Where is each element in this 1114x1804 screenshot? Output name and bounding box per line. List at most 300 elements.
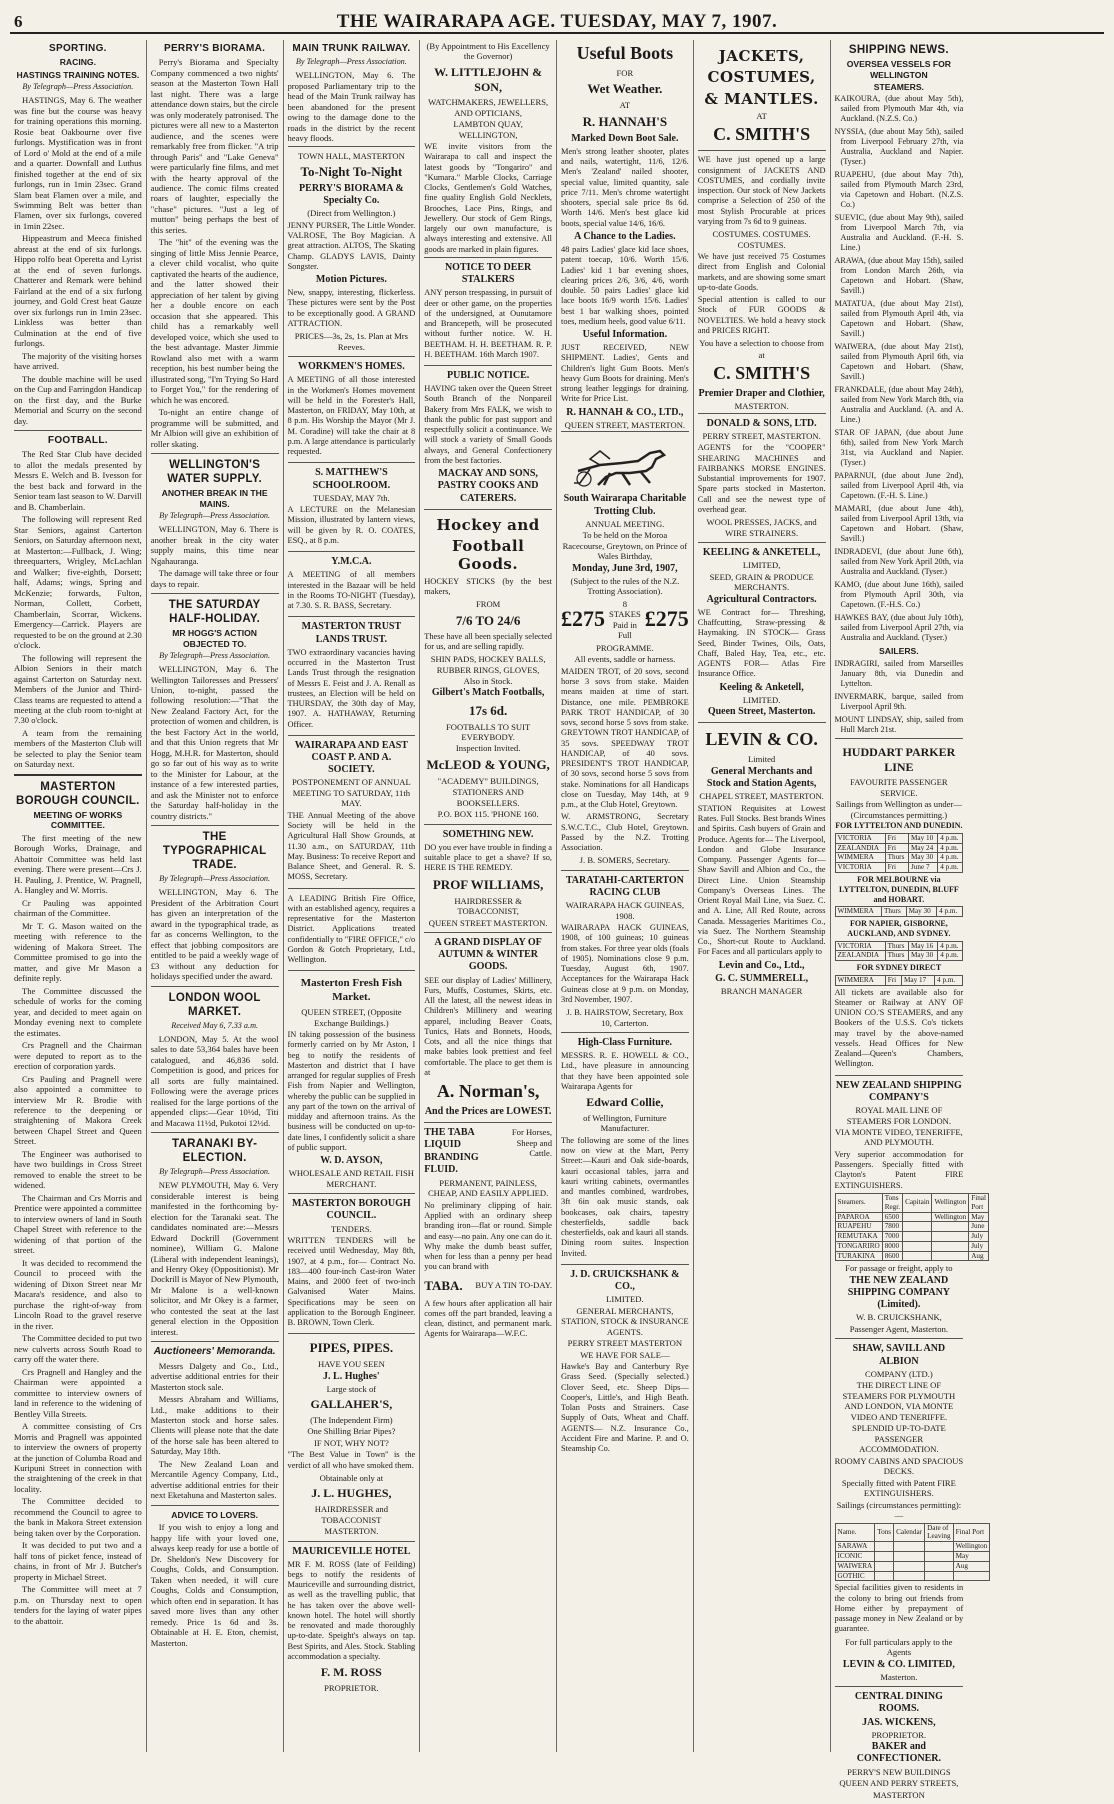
- ad-line: Large stock of: [326, 1383, 377, 1394]
- table-cell: [894, 1571, 925, 1581]
- shipping-entry: INVERMARK, barque, sailed from Liverpool April 9th.: [834, 691, 964, 711]
- ad-sign: MACKAY AND SONS, PASTRY COOKS AND CATERERS.: [437, 468, 539, 504]
- ad-line: General Merchants and Stock and Station Agents,: [706, 765, 817, 790]
- table-cell: 4 p.m.: [938, 941, 963, 951]
- ad-line: PERRY'S NEW BUILDINGS: [847, 1766, 951, 1777]
- table-cell: 4 p.m.: [938, 863, 963, 873]
- ad-line: BAKER and CONFECTIONER.: [856, 1741, 941, 1765]
- ad-title: WAIRARAPA AND EAST COAST P. AND A. SOCIETY.: [294, 739, 408, 776]
- table-cell: ZEALANDIA: [835, 843, 885, 853]
- advert-huddart-parker: [835, 738, 964, 1075]
- ad-title: DONALD & SONS, LTD.: [706, 417, 817, 429]
- ad-line: SPLENDID UP-TO-DATE PASSENGER ACCOMMODATION.: [852, 1423, 946, 1455]
- table-row: [835, 1551, 990, 1561]
- ad-firm: McLEOD & YOUNG,: [426, 756, 550, 772]
- article-title-taranaki: TARANAKI BY-ELECTION.: [172, 1138, 258, 1165]
- shipping-entry: NYSSIA, (due about May 5th), sailed from Liverpool February 27th, via Australia, Auckland and Napier. (Tyser.): [834, 127, 964, 167]
- ad-body: WE Contract for— Threshing, Chaffcutting, Straw-pressing & Haymaking. IN STOCK— Grass Seed, Binder Twines, Oils, Oats, Chaff, Baled Hay, Tea, etc., etc. AGENTS FOR— Atlas Fire Insurance Office.: [697, 607, 826, 679]
- shipping-entry: KAMO, (due about June 16th), sailed from Plymouth April 30th, via Capetown. (F.-H.S. Co.): [834, 580, 964, 610]
- advert-norman: [424, 932, 552, 1122]
- table-cell: 7800: [882, 1222, 902, 1232]
- shipping-entry: KAIKOURA, (due about May 5th), sailed from Plymouth Mar 4th, via Auckland. (N.Z.S. Co.): [834, 94, 964, 124]
- table-cell: Aug: [969, 1251, 989, 1261]
- article-title-railway: MAIN TRUNK RAILWAY.: [292, 43, 411, 54]
- shipping-entry: STAR OF JAPAN, (due about June 6th), sailed from New York March 31st, via Auckland and Napier. (Tyser.): [834, 428, 964, 468]
- advert-tenders: [288, 1193, 416, 1333]
- ad-title: WORKMEN'S HOMES.: [298, 361, 405, 373]
- article-credit: By Telegraph—Press Association.: [159, 874, 271, 884]
- ad-body: A few hours after application all hair comes off the part branded, leaving a clean, distinct, and permanent mark. Agents for Wairarapa—W.F.C.: [424, 1298, 552, 1339]
- ad-body: DO you ever have trouble in finding a suitable place to get a shave? If so, HERE IS THE REMEDY.: [424, 842, 552, 873]
- advert-workmen-homes: [288, 356, 416, 462]
- ad-name: W. D. AYSON,: [320, 1155, 383, 1167]
- table-header-cell: Date of Leaving: [925, 1523, 954, 1542]
- ad-line: SHIN PADS, HOCKEY BALLS, RUBBER RINGS, GLOVES,: [430, 654, 546, 675]
- ad-line: of Wellington, Furniture Manufacturer.: [583, 1112, 667, 1134]
- ad-line: J. B. HAIRSTOW, Secretary, Box 10, Carterton.: [566, 1007, 684, 1028]
- ad-body: STATION Requisites at Lowest Rates. Full Stocks. Best brands Wines and Spirits. Cash buyers of Grain and Produce. Agents for— The Liverpool, London and Globe Insurance Company. Passenger Agents for— Shaw Savill and Albion and Co., the Direct Line. Union Steamship Company's Overseas Lines. The Orient Royal Mail Line, via Suez. C. and A. Line, All Red Route, across Canada. Messageries Maritimes Co., via Suez. The Northern Steamship Co., Short-cut Route to Auckland. For Faces and all particulars apply to: [697, 803, 826, 957]
- article-subtitle: ANOTHER BREAK IN THE MAINS.: [161, 488, 268, 509]
- ad-title: JACKETS,: [718, 47, 805, 65]
- ad-name: LEVIN & CO. LIMITED,: [842, 1658, 955, 1670]
- article-paragraph: Crs Pauling and Pragnell were also appointed a committee to interview Mr R. Brodie with reference to the deepening or straightening of Makora Creek between Chapel Street and Queen Street.: [14, 1073, 142, 1147]
- article-paragraph: The "hit" of the evening was the singing of little Miss Jennie Pearce, a clever child vocalist, who quite captivated the hearts of the audience, and the latter showed their appreciation of her talent by giving her a double encore on each occasion that she appeared. This child has a remarkably well developed voice, which she used to the best advantage. Master Jimmie Rowland also met with a warm reception, his best number being the illustrated song, "I'm Trying So Hard to Forget You," for the rendering of which he was encored.: [150, 237, 279, 405]
- shipping-entry: SUEVIC, (due about May 9th), sailed from Liverpool March 7th, via Australia and Auckland. (F.-H. S. Line.): [834, 213, 964, 253]
- ad-title: THE TABA LIQUID BRANDING FLUID.: [424, 1127, 479, 1175]
- table-header-cell: Tons Regr.: [882, 1193, 902, 1212]
- ad-title: NEW ZEALAND SHIPPING COMPANY'S: [835, 1079, 962, 1103]
- ad-line: One Shilling Briar Pipes?: [307, 1426, 396, 1437]
- table-header-cell: Final Port: [969, 1193, 989, 1212]
- shipping-entry: RUAPEHU, (due about May 7th), sailed from Plymouth March 23rd, via Capetown and Hobart. (N.Z.S. Co.): [834, 170, 964, 210]
- table-cell: 4 p.m.: [938, 853, 963, 863]
- article-paragraph: If you wish to enjoy a long and happy life with your loved one, always keep ready for use a bottle of Dr. Sheldon's New Discovery for Coughs, Colds, and Consumption. Taken when needed, it will cure Coughs, Colds and Consumption, which often end in separation. It has saved more lives than any other remedy. Price 1s 6d and 3s. Obtainable at H. E. Eton, chemist, Masterton.: [150, 1522, 279, 1648]
- advert-nz-shipping: [834, 1075, 986, 1339]
- article-paragraph: To-night an entire change of programme will be submitted, and Mr Albion will give an exhibition of roller skating.: [150, 407, 279, 449]
- advert-public-notice: [424, 365, 552, 509]
- ad-title: Hockey and: [436, 515, 540, 534]
- ad-body: Hawke's Bay and Canterbury Rye Grass Seed. (Specially selected.) Clover Seed, etc. Sheep Dips—Cooper's, Little's, and High Beath. Tolan Posts and Strainers. Case Supply of Oats, Wheat and Chaff. AGENTS— N.Z. Insurance Co., Accident Fire and Marine. P. and O. Steamship Co.: [561, 1362, 689, 1454]
- ad-shop: J. L. HUGHES,: [311, 1486, 392, 1501]
- table-cell: 6500: [882, 1212, 902, 1222]
- trotting-horse-icon: [570, 439, 680, 489]
- ad-stakes-row: [561, 598, 689, 642]
- ad-line: Premier Draper and Clothier,: [698, 387, 825, 399]
- table-row: [835, 1571, 990, 1581]
- ad-name: Edward Collie,: [586, 1095, 664, 1110]
- table-cell: May 24: [909, 843, 938, 853]
- ad-address: QUEEN AND PERRY STREETS,: [839, 1778, 959, 1789]
- ad-subtitle: PERMANENT, PAINLESS, CHEAP, AND EASILY APPLIED.: [427, 1177, 549, 1199]
- table-cell: WIMMERA: [835, 853, 885, 863]
- table-cell: 4 p.m.: [937, 907, 963, 917]
- article-paragraph: The majority of the visiting horses have arrived.: [14, 350, 142, 372]
- table-cell: 4 p.m.: [938, 951, 963, 961]
- section-heading-football: FOOTBALL.: [47, 435, 108, 447]
- table-cell: 4 p.m.: [938, 833, 963, 843]
- table-header-cell: Name.: [835, 1523, 875, 1542]
- column-4: [420, 40, 557, 1752]
- ad-title: NOTICE TO DEER STALKERS: [444, 261, 532, 286]
- ad-subhead: Motion Pictures.: [315, 274, 387, 286]
- ad-subhead: Agricultural Contractors.: [706, 593, 817, 605]
- ad-address: Queen Street, Masterton.: [707, 706, 816, 718]
- ad-name: G. C. SUMMERELL,: [715, 972, 809, 984]
- table-cell: Aug: [953, 1561, 990, 1571]
- table-cell: May 17: [902, 975, 935, 985]
- article-paragraph: The Engineer was authorised to have two buildings in Cross Street removed to enable the street to be widened.: [14, 1148, 142, 1191]
- article-paragraph: The Committee decided to put two new culverts across South Road to carry off the water there.: [14, 1333, 142, 1365]
- table-row: [835, 975, 963, 985]
- table-row: [835, 1232, 988, 1242]
- article-credit: By Telegraph—Press Association.: [159, 511, 271, 521]
- ad-body: WRITTEN TENDERS will be received until Wednesday, May 8th, 1907, at 4 p.m., for— Contract No. 183—400 four-inch Cast-iron Water Mains, and 2000 feet of two-inch Galvanised Water Mains. Specifications may be seen on application to the Borough Engineer. B. BROWN, Town Clerk.: [287, 1236, 416, 1328]
- article-title-hastings: HASTINGS TRAINING NOTES.: [16, 69, 140, 80]
- article-paragraph: Hippeastrum and Meeca finished abreast at the end of six furlongs. Hippo rolfo beat Operetta and Lyrist at the end of seven furlongs. Chatterer and Remark were behind Fairland at the end of a six furlong journey, and Gold Crest beat Gauze over six furlongs run in 1min 23sec. Linkless was better than Culmination at the end of five furlongs.: [14, 233, 142, 349]
- table-row: [835, 833, 963, 843]
- ad-firm: W. LITTLEJOHN & SON,: [434, 64, 543, 94]
- ad-title: S. MATTHEW'S SCHOOLROOM.: [312, 467, 391, 491]
- shipping-entry: MOUNT LINDSAY, ship, sailed from Hull March 21st.: [834, 714, 964, 734]
- table-cell: [925, 1561, 954, 1571]
- table-cell: [875, 1551, 894, 1561]
- ad-address: PERRY STREET MASTERTON: [567, 1338, 683, 1349]
- table-cell: 4 p.m.: [935, 975, 963, 985]
- shipping-entry: INDRADEVI, (due about June 6th), sailed from New York April 20th, via Australia and Auckland. (Tyser.): [834, 547, 964, 577]
- ad-body: JENNY PURSER, The Little Wonder. VALROSE, The Boy Magician. A great attraction. ALTOS, The Skating Champ. GLADYS LAVIS, Dainty Songster.: [287, 220, 416, 271]
- table-cell: [903, 1212, 932, 1222]
- ad-role: Passenger Agent, Masterton.: [849, 1323, 949, 1334]
- table-row: [835, 951, 963, 961]
- table-cell: Fri: [885, 975, 901, 985]
- ad-name: PROF WILLIAMS,: [432, 876, 544, 892]
- table-row: [835, 941, 963, 951]
- shipping-entry: INDRAGIRI, sailed from Marseilles January 8th, via Dunedin and Lyttelton.: [834, 658, 964, 688]
- table-cell: [953, 1571, 990, 1581]
- shipping-entry: WAIWERA, (due about May 21st), sailed from Plymouth April 6th, via Capetown and Hobart. (Shaw, Savill.): [834, 342, 964, 382]
- article-title-biorama: PERRY'S BIORAMA.: [163, 43, 266, 54]
- article-paragraph: The Red Star Club have decided to allot the medals presented by Messrs E. Welch and B. Ivesson for the best back and forward in the Senior team last season to W. Darvill and B. Chamberlain.: [14, 449, 142, 512]
- article-paragraph: The following will represent the Albion Seniors in their match against Carterton on Saturday next. Members of the Junior and Third-Class teams are requested to attend a meeting at the club room to-night at 7.30 o'clock.: [14, 652, 142, 726]
- table-cell: May 30: [909, 951, 938, 961]
- table-cell: [932, 1251, 969, 1261]
- ad-line: ANNUAL MEETING.: [585, 518, 665, 529]
- table-cell: [903, 1251, 932, 1261]
- advert-ymca: [288, 551, 416, 616]
- article-paragraph: WELLINGTON, May 6. There is another break in the city water supply mains, this time near Ngahauranga.: [150, 524, 279, 566]
- table-cell: [894, 1542, 925, 1552]
- ad-address: LAMBTON QUAY, WELLINGTON,: [453, 119, 523, 140]
- ad-title: MASTERTON BOROUGH COUNCIL.: [292, 1198, 411, 1222]
- ad-name: Levin and Co., Ltd.,: [718, 959, 805, 971]
- ad-line: Sailings (circumstances permitting):—: [836, 1499, 962, 1521]
- table-cell: May 10: [909, 833, 938, 843]
- table-cell: May: [969, 1212, 989, 1222]
- advert-trotting-club: [561, 431, 689, 869]
- advert-hockey: [424, 509, 552, 824]
- table-cell: 8600: [882, 1251, 902, 1261]
- ad-line: Gilbert's Match Footballs,: [431, 687, 545, 699]
- table-row: [835, 863, 963, 873]
- ad-body: WE invite visitors from the Wairarapa to call and inspect the latest goods by "Tongariro" and "Kumara." Marble Clocks, Carriage Clocks, Gentlemen's Gold Watches, fine quality English Gold Necklets, Brooches, Lace Pins, Rings, and Jewellery. Our stock of Gem Rings, largely our own manufacture, is always interesting and extensive. All goods are marked in plain figures.: [424, 142, 552, 254]
- shipping-entry: FRANKDALE, (due about May 24th), sailed from New York March 8th, via Australia and Auckland. (A. and A. Line.): [834, 385, 964, 425]
- table-cell: Wellington: [932, 1212, 969, 1222]
- table-header-row: [835, 1523, 990, 1542]
- ad-name: A. Norman's,: [436, 1081, 540, 1102]
- table-cell: SARAWA: [835, 1542, 875, 1552]
- table-cell: [925, 1542, 954, 1552]
- ad-line: SEED, GRAIN & PRODUCE MERCHANTS.: [709, 571, 814, 593]
- article-paragraph: Cr Pauling was appointed chairman of the Committee.: [14, 897, 142, 919]
- page-number: 6: [14, 12, 23, 31]
- ad-title: PIPES, PIPES.: [309, 1340, 394, 1356]
- ad-subtitle: POSTPONEMENT OF ANNUAL MEETING TO SATURDAY, 11th MAY.: [292, 777, 411, 809]
- article-paragraph: Crs Pragnell and the Chairman were deputed to report as to the erection of corporation yards.: [14, 1040, 142, 1072]
- table-header-cell: Steamers.: [835, 1193, 882, 1212]
- ad-stake: £275: [561, 606, 605, 632]
- article-paragraph: The Chairman and Crs Morris and Prentice were appointed a committee to interview owners of land in South Chapel Street with reference to the widening of that portion of the street.: [14, 1192, 142, 1256]
- sailing-table: [835, 975, 964, 986]
- ad-line: WE HAVE FOR SALE—: [580, 1349, 670, 1360]
- article-paragraph: A team from the remaining members of the Masterton Club will be selected to play the Senior team on Saturday next.: [14, 727, 142, 770]
- ad-title: A GRAND DISPLAY OF AUTUMN & WINTER GOODS.: [434, 937, 542, 973]
- ad-title: Useful Boots: [576, 43, 674, 63]
- article-subtitle: MEETING OF WORKS COMMITTEE.: [33, 809, 123, 831]
- table-cell: PAPAROA: [835, 1212, 882, 1222]
- table-cell: [903, 1222, 932, 1232]
- column-7: [831, 40, 988, 1800]
- shipping-entry: MATATUA, (due about May 21st), sailed from Plymouth April 4th, via Capetown and Hobart. (Shaw, Savill.): [834, 299, 964, 339]
- ad-body: "The Best Value in Town" is the verdict of all who have smoked them.: [287, 1450, 416, 1470]
- ad-route: FOR LYTTELTON AND DUNEDIN.: [835, 821, 963, 831]
- table-header-cell: Final Port: [953, 1523, 990, 1542]
- advert-pipes: [288, 1333, 416, 1540]
- ad-line: VIA MONTE VIDEO, TENERIFFE, AND PLYMOUTH.: [834, 1126, 963, 1148]
- table-header-cell: Calendar: [894, 1523, 925, 1542]
- ad-line: FOR: [616, 67, 634, 78]
- ad-line: (The Independent Firm): [310, 1415, 393, 1425]
- ad-body: MR F. M. ROSS (late of Feilding) begs to notify the residents of Mauriceville and surrounding district, as well as the travelling public, that he has taken over the above well-known hotel. The hotel will shortly be renovated and made thoroughly up-to-date. Speight's always on tap. Best Spirits, and Ales. Stock. Stabling accommodation a specialty.: [287, 1559, 416, 1661]
- ad-title: HUDDART PARKER LINE: [842, 744, 956, 774]
- table-cell: May 16: [909, 941, 938, 951]
- ad-body: No preliminary clipping of hair. Applied with an ordinary sheep branding iron—flat or round. Simple and easy—no pain. Any one can do it. Why make the dumb beast suffer, when for less than a penny per head you can brand with: [424, 1200, 552, 1272]
- divider: [151, 1132, 279, 1133]
- ad-line: Also in Stock.: [463, 675, 513, 686]
- ad-title: PUBLIC NOTICE.: [447, 370, 530, 382]
- ad-subhead: A Chance to the Ladies.: [574, 230, 676, 242]
- advert-deer-stalkers: [424, 257, 552, 365]
- table-cell: REMUTAKA: [835, 1232, 882, 1242]
- ad-body: A LEADING British Fire Office, with an established agency, requires a representative for the Masterton District. Applications treated confidentially to "FIRE OFFICE," c/o Gordon & Gotch Proprietary, Ltd., Wellington.: [287, 893, 416, 965]
- ad-title: Wet Weather.: [587, 81, 663, 97]
- table-row: [835, 1222, 988, 1232]
- table-cell: [932, 1222, 969, 1232]
- ad-name: R. HANNAH'S: [582, 113, 668, 129]
- divider: [151, 1341, 279, 1342]
- article-paragraph: The New Zealand Loan and Mercantile Agency Company, Ltd., advertise additional entries for their next Eketahuna and Masterton sales.: [150, 1458, 279, 1501]
- ad-body: A LECTURE on the Melanesian Mission, illustrated by lantern views, will be given by R. O. COATES, ESQ., at 8 p.m.: [287, 505, 416, 545]
- ad-taba-footer: [424, 1275, 552, 1297]
- advert-furniture: [561, 1032, 689, 1264]
- ad-line: Marked Down Boot Sale.: [571, 132, 679, 144]
- newspaper-title: THE WAIRARAPA AGE. TUESDAY, MAY 7, 1907.: [336, 11, 778, 32]
- table-cell: Thurs: [882, 907, 907, 917]
- ad-body: All tickets are available also for Steamer or Railway at ANY OF UNION CO.'S STEAMERS, and any Bookers of the U.S.S. Co's tickets may travel by the above-named vessels. Head Offices for New Zealand—Queen's Chambers, Wellington.: [834, 987, 964, 1069]
- ad-body: TWO extraordinary vacancies having occurred in the Masterton Trust Lands Trust through the resignation of Messrs E. Feist and J. A. Renall as trustees, an Election will be held on THURSDAY, the 30th day of May, 1907. A. HATHAWAY, Returning Officer.: [287, 647, 416, 729]
- ad-body: JUST RECEIVED, NEW SHIPMENT. Ladies', Gents and Children's light Gum Boots. Men's heavy Gum Boots for draining. Men's strong leather leggings for draining. Write for Price List.: [561, 343, 689, 404]
- ad-title: LEVIN & CO.: [705, 729, 818, 750]
- advert-donald: [698, 413, 826, 542]
- table-cell: VICTORIA: [835, 863, 885, 873]
- section-heading-shipping: SHIPPING NEWS.: [848, 44, 949, 56]
- subheading: SAILERS.: [879, 646, 919, 657]
- ad-body: HAVING taken over the Queen Street South Branch of the Nonpareil Bakery from Mrs FALK, we wish to thank the public for past support and respectfully solicit a continuance. We will stock a variety of Small Goods always, and General Confectionery from the best factories.: [424, 384, 552, 465]
- ad-line: at: [758, 349, 765, 360]
- ad-line: P.O. BOX 115. 'PHONE 160.: [437, 809, 539, 820]
- ad-line: For full particulars apply to the Agents: [845, 1636, 953, 1658]
- masthead: [10, 8, 1104, 34]
- article-credit: By Telegraph—Press Association.: [295, 57, 407, 67]
- ad-line: And the Prices are LOWEST.: [424, 1106, 552, 1118]
- article-paragraph: The double machine will be used on the Cup and Farringdon Handicap on the first day, and the Burke Memorial and Scurry on the second day.: [14, 373, 142, 426]
- table-row: [835, 1212, 988, 1222]
- ad-line: (Direct from Wellington.): [307, 208, 396, 219]
- table-cell: TURAKINA: [835, 1251, 882, 1261]
- ad-line: Obtainable only at: [319, 1472, 384, 1483]
- table-cell: [875, 1542, 894, 1552]
- ad-price: 17s 6d.: [468, 702, 508, 718]
- ad-title: & MANTLES.: [704, 89, 819, 108]
- ad-body: These have all been specially selected for us, and are selling rapidly.: [424, 631, 552, 651]
- advert-hotel: [288, 1541, 416, 1698]
- advert-fish-market: [288, 970, 416, 1193]
- ad-line: LIMITED.: [742, 694, 781, 705]
- ad-date: Monday, June 3rd, 1907,: [572, 562, 678, 574]
- table-cell: May 30: [909, 853, 938, 863]
- article-paragraph: Messrs Abraham and Williams, Ltd., make additions to their Masterton stock and horse sales. Clients will please note that the date of the horse sale has been altered to Saturday, May 18th.: [150, 1394, 279, 1457]
- ad-line: Specially fitted with Patent FIRE EXTINGUISHERS.: [841, 1477, 956, 1499]
- ad-brand: GALLAHER'S,: [310, 1397, 393, 1412]
- advert-cruickshank: [561, 1264, 689, 1460]
- article-title-borough-council: MASTERTON BOROUGH COUNCIL.: [16, 780, 140, 807]
- ad-body: Special facilities given to residents in the colony to bring out friends from Home either by prepayment of passage money in New Zealand or by guarantee.: [834, 1583, 964, 1634]
- column-3: [284, 40, 421, 1752]
- article-paragraph: LONDON, May 5. At the wool sales to date 53,364 bales have been catalogued, and 46,836 sold. Competition is good, and prices for all sorts are fully maintained. Following were the average prices realised for the large portions of the appended clips:—Gear 10½d, Titi and Macawa 11½d, Pukotoi 12½d.: [150, 1033, 279, 1128]
- ad-line: To be held on the Moroa Racecourse, Greytown, on Prince of Wales Birthday,: [562, 530, 688, 562]
- ad-price: 7/6 TO 24/6: [455, 612, 521, 628]
- table-cell: WIMMERA: [835, 975, 885, 985]
- article-credit: By Telegraph—Press Association.: [159, 1167, 271, 1177]
- table-cell: Thurs: [885, 853, 908, 863]
- advert-taba: [424, 1122, 552, 1344]
- table-cell: [894, 1561, 925, 1571]
- ad-title: CENTRAL DINING ROOMS.: [854, 1691, 943, 1715]
- table-cell: 7000: [882, 1232, 902, 1242]
- article-paragraph: The first meeting of the new Borough Works, Drainage, and Abattoir Committee was held last evening. There were present—Crs J. H. Pauling, J. Prentice, W. Pragnell, A. Hangley and W. Morris.: [14, 832, 142, 896]
- ad-line: Sailings from Wellington as under—(Circumstances permitting.): [835, 799, 962, 820]
- ad-line: THE DIRECT LINE OF STEAMERS FOR PLYMOUTH AND LONDON, VIA MONTE VIDEO AND TENERIFFE.: [842, 1380, 956, 1422]
- shipping-entry: HAWKES BAY, (due about July 10th), sailed from Liverpool April 27th, via Australia and Auckland. (Tyser.): [834, 613, 964, 643]
- ad-headline: To-Night To-Night: [300, 164, 403, 180]
- ad-title: High-Class Furniture.: [577, 1037, 673, 1049]
- table-cell: WIMMERA: [835, 907, 882, 917]
- ad-subhead: Useful Information.: [582, 329, 668, 341]
- ad-line: "ACADEMY" BUILDINGS,: [437, 775, 539, 786]
- ad-body: ANY person trespassing, in pursuit of deer or other game, on the properties of the undersigned, at Ounutamore and Brancepeth, will be prosecuted without further notice. W. H. BEETHAM. H. H. BEETHAM. R. P. H. BEETHAM. 16th March 1907.: [424, 288, 552, 359]
- page-columns: [10, 40, 1104, 1800]
- ad-route: FOR SYDNEY DIRECT: [856, 963, 942, 973]
- ad-line: J. B. SOMERS, Secretary.: [579, 855, 671, 866]
- ad-line: FAVOURITE PASSENGER SERVICE.: [850, 777, 948, 798]
- ad-body: A MEETING of all those interested in the Workmen's Homes movement will be held in the Forester's Hall, Masterton, on FRIDAY, May 10th, at 8 p.m. His Worship the Mayor (Mr J. M. Coradine) will take the chair at 8 p.m. A large attendance is particularly requested.: [287, 375, 416, 457]
- article-title-typographical: THE TYPOGRAPHICAL TRADE.: [162, 831, 267, 872]
- article-paragraph: Messrs Dalgety and Co., Ltd., advertise additional entries for their Masterton stock sale.: [150, 1360, 279, 1392]
- ad-body: MAIDEN TROT, of 20 sovs, second horse 3 sovs from stake. Maiden means maiden at time of start. Distance, one mile. PEMBROKE PARK TROT HANDICAP, of 30 sovs, second horse 5 sovs from stake. GREYTOWN TROT HANDICAP, of 35 sovs. SPEEDWAY TROT HANDICAP, of 40 sovs. PRESIDENT'S TROT HANDICAP, of 30 sovs, second horse 5 sovs from stake. Nominations for all Handicaps close on Tuesday, May 14th, at 9 p.m., at the Club Hotel, Greytown.: [561, 666, 689, 809]
- ad-line: AT: [756, 110, 767, 121]
- ad-name: R. HANNAH & CO., LTD.,: [566, 406, 684, 418]
- divider: [151, 453, 279, 454]
- table-cell: [875, 1561, 894, 1571]
- table-cell: [932, 1241, 969, 1251]
- table-cell: Fri: [885, 833, 908, 843]
- ad-title: Masterton Fresh Fish Market.: [300, 977, 402, 1003]
- ad-title: COSTUMES,: [707, 68, 816, 87]
- article-credit: By Telegraph—Press Association.: [159, 651, 271, 661]
- ad-appointment: (By Appointment to His Excellency the Governor): [426, 41, 550, 62]
- article-paragraph: A committee consisting of Crs Morris and Pragnell was appointed to interview the owners of property at the junction of Columba Road and Kuripuni Street in connection with the straightening of the creek in that locality.: [14, 1421, 142, 1494]
- ad-subtitle: WAIRARAPA HACK GUINEAS, 1908.: [565, 900, 685, 921]
- advert-keeling: [698, 542, 826, 722]
- ad-role: PROPRIETOR.: [324, 1682, 379, 1693]
- article-title-auctioneers: Auctioneers' Memoranda.: [153, 1346, 276, 1358]
- ad-name: PERRY'S BIORAMA & Specialty Co.: [299, 182, 404, 207]
- advert-shaw-savill: [834, 1338, 988, 1686]
- ad-body: Special attention is called to our Stock of FUR GOODS & NOVELTIES. We hold a heavy stock and PRICES RIGHT.: [697, 295, 826, 335]
- table-header-cell: Wellington: [932, 1193, 969, 1212]
- ad-body: WAIRARAPA HACK GUINEAS, 1908, of 100 guineas; 10 guineas from stakes. For three year olds (foals of 1905). Nominations close 9 p.m. Tuesday, August 6th, 1907. Acceptances for the Wairarapa Hack Guineas close at 9 p.m. on Monday, 3rd November, 1907.: [561, 923, 689, 1004]
- ad-title: Football Goods.: [451, 537, 525, 574]
- advert-st-matthew: [288, 462, 416, 551]
- table-cell: RUAPEHU: [835, 1222, 882, 1232]
- ad-title: MASTERTON TRUST LANDS TRUST.: [301, 621, 402, 645]
- ad-line: For passage or freight, apply to: [845, 1263, 953, 1274]
- ad-subtitle: QUEEN STREET, (Opposite Exchange Buildings.): [301, 1007, 402, 1028]
- advert-taratahi: [561, 870, 689, 1032]
- advert-central-dining: [835, 1686, 964, 1804]
- ad-taba-header: [424, 1126, 552, 1177]
- table-cell: [932, 1232, 969, 1242]
- ad-venue: TOWN HALL, MASTERTON: [297, 150, 405, 161]
- ad-title: KEELING & ANKETELL,: [702, 547, 821, 559]
- ad-address: CHAPEL STREET, MASTERTON.: [699, 791, 824, 802]
- ad-title: South Wairarapa Charitable Trotting Club.: [563, 493, 687, 517]
- article-paragraph: WELLINGTON, May 6. The President of the Arbitration Court has given an interpretation of the award in the typographical trade, as far as concerns Wellington, to the effect that jobbing compositors are entitled to be paid a weekly wage of £3 without any deduction for holidays specified under the award.: [150, 887, 279, 982]
- shipping-entry: MAMARI, (due about June 4th), sailed from Liverpool April 13th, via Capetown and Hobart. (Shaw, Savill.): [834, 504, 964, 544]
- ad-line: HAVE YOU SEEN: [317, 1359, 385, 1370]
- advert-ap-society: [288, 735, 416, 888]
- table-cell: [925, 1571, 954, 1581]
- ad-line: Inspection Invited.: [455, 743, 521, 754]
- table-cell: Fri: [885, 863, 908, 873]
- ad-body: New, snappy, interesting, flickerless. These pictures were sent by the Post to be exceptionally good. A GRAND ATTRACTION.: [287, 288, 416, 328]
- ad-line: IF NOT, WHY NOT?: [313, 1437, 389, 1448]
- ad-line: For Horses, Sheep and Cattle.: [511, 1127, 552, 1159]
- ad-role: PROPRIETOR.: [871, 1729, 927, 1740]
- ad-name: W. B. CRUICKSHANK,: [855, 1312, 942, 1323]
- divider: [151, 825, 279, 826]
- table-cell: VICTORIA: [835, 941, 885, 951]
- article-title-lovers: ADVICE TO LOVERS.: [171, 1509, 258, 1520]
